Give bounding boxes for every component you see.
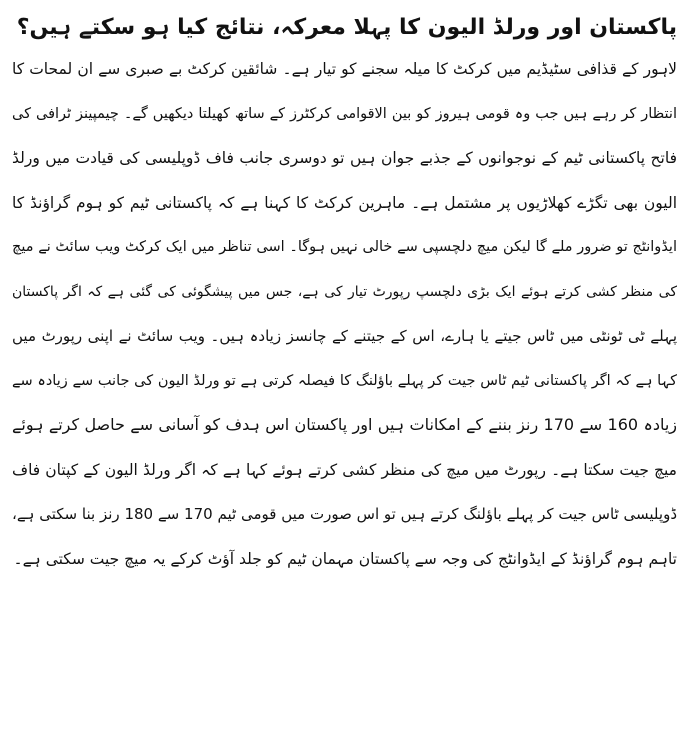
body-line-10: میچ جیت سکتا ہے۔ رپورٹ میں میچ کی منظر کشی کرتے ہوئے کہا ہے کہ اگر ورلڈ الیون کے کپتان فاف <box>12 460 677 479</box>
body-line-4: الیون بھی تگڑے کھلاڑیوں پر مشتمل ہے۔ ماہرین کرکٹ کا کہنا ہے کہ پاکستانی ٹیم کو ہوم گراؤنڈ کا <box>12 193 677 212</box>
body-line-1: لاہور کے قذافی سٹیڈیم میں کرکٹ کا میلہ سجنے کو تیار ہے۔ شائقین کرکٹ بے صبری سے ان لمحات کا <box>12 60 677 78</box>
body-line-7: پہلے ٹی ٹونٹی میں ٹاس جیتے یا ہارے، اس کے جیتنے کے چانسز زیادہ ہیں۔ ویب سائٹ نے اپنی رپورٹ میں <box>12 327 677 345</box>
body-line-2: انتظار کر رہے ہیں جب وہ قومی ہیروز کو بین الاقوامی کرکٹرز کے ساتھ کھیلتا دیکھیں گے۔ چیمپینز ٹرافی کی <box>12 105 677 122</box>
body-line-11: ڈوپلیسی ٹاس جیت کر پہلے باؤلنگ کرتے ہیں تو اس صورت میں قومی ٹیم 170 سے 180 رنز بنا سکتی ہے، <box>12 505 677 523</box>
article <box>12 10 677 588</box>
body-line-9: زیادہ 160 سے 170 رنز بننے کے امکانات ہیں اور پاکستان اس ہدف کو آسانی سے حاصل کرتے ہوئے <box>12 415 677 434</box>
body-line-12: تاہم ہوم گراؤنڈ کے ایڈوانٹج کی وجہ سے پاکستان مہمان ٹیم کو جلد آؤٹ کرکے یہ میچ جیت سکتی ہے۔ <box>13 549 677 568</box>
article-body <box>12 54 677 588</box>
article-headline: پاکستان اور ورلڈ الیون کا پہلا معرکہ، نتائج کیا ہو سکتے ہیں؟ <box>16 15 677 40</box>
body-line-6: کی منظر کشی کرتے ہوئے ایک بڑی دلچسپ رپورٹ تیار کی ہے، جس میں پیشگوئی کی گئی ہے کہ اگر پاکستان <box>12 283 677 300</box>
body-line-5: ایڈوانٹج تو ضرور ملے گا لیکن میچ دلچسپی سے خالی نہیں ہوگا۔ اسی تناظر میں ایک کرکٹ ویب سائٹ نے میچ <box>12 239 677 255</box>
body-line-8: کہا ہے کہ اگر پاکستانی ٹیم ٹاس جیت کر پہلے باؤلنگ کا فیصلہ کرتی ہے تو ورلڈ الیون کی جانب سے زیادہ سے <box>12 372 677 389</box>
body-line-3: فاتح پاکستانی ٹیم کے نوجوانوں کے جذبے جوان ہیں تو دوسری جانب فاف ڈوپلیسی کی قیادت میں ورلڈ <box>12 149 677 167</box>
